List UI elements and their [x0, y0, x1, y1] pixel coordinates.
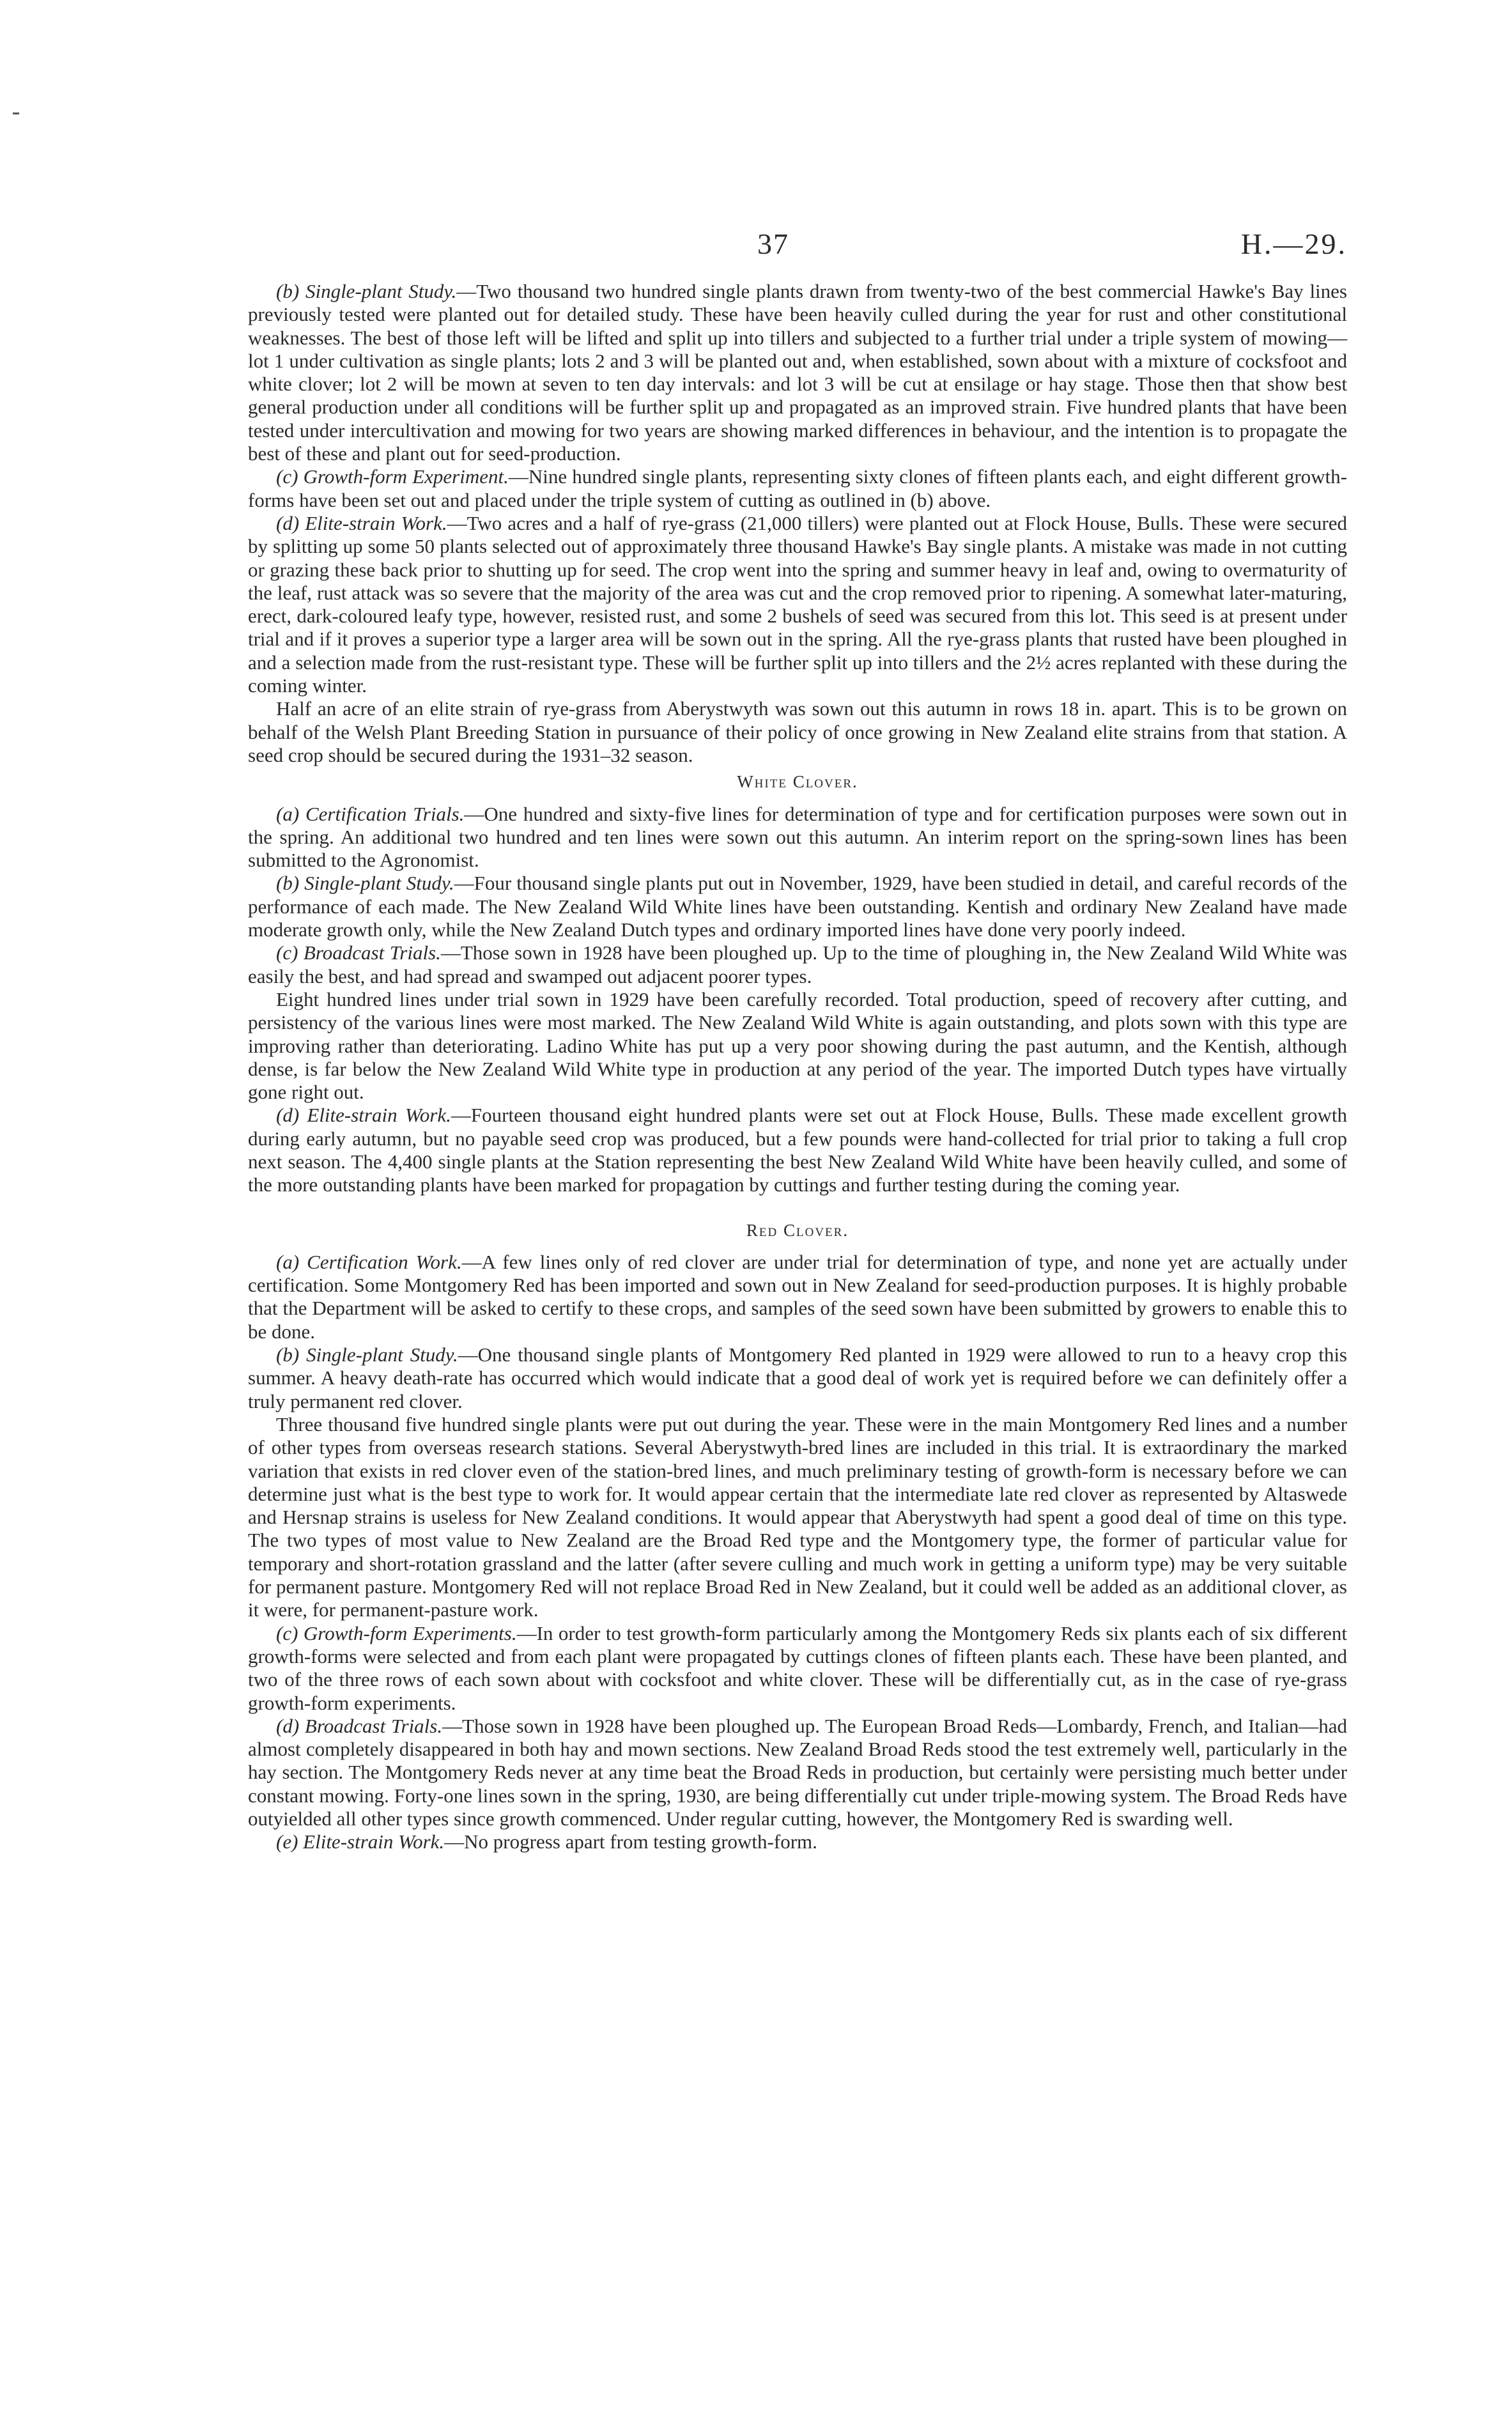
paragraph-growth-form-experiment: [248, 465, 1347, 512]
paragraph-lead: (d) Broadcast Trials.: [276, 1714, 443, 1737]
paragraph-text: —Those sown in 1928 have been ploughed up. Up to the time of ploughing in, the New Zealand Wild White was easily the best, and had spread and swamped out adjacent poorer types.: [248, 941, 1347, 987]
paragraph-lead: (b) Single-plant Study.: [276, 1343, 458, 1366]
paragraph-text: —Two acres and a half of rye-grass (21,000 tillers) were planted out at Flock House, Bulls. These were secured by splitting up some 50 plants selected out of approximately three thousand Hawke's Bay single plants. A mistake was made in not cutting or grazing these back prior to shutting up for seed. The crop went into the spring and summer heavy in leaf and, owing to overmaturity of the leaf, rust attack was so severe that the majority of the area was cut and the crop removed prior to ripening. A somewhat later-maturing, erect, dark-coloured leafy type, however, resisted rust, and some 2 bushels of seed was secured from this lot. This seed is at present under trial and if it proves a superior type a larger area will be sown out in the spring. All the rye-grass plants that rusted have been ploughed in and a selection made from the rust-resistant type. These will be further split up into tillers and the 2½ acres replanted with these during the coming winter.: [248, 511, 1347, 697]
document-code: H.—29.: [1240, 228, 1347, 260]
paragraph-red-broadcast-trials: [248, 1715, 1347, 1830]
paragraph-lead: (a) Certification Work.: [276, 1250, 462, 1273]
paragraph-lead: (c) Broadcast Trials.: [276, 941, 441, 964]
section-heading-white-clover: White Clover.: [737, 772, 858, 792]
paragraph-certification-work: [248, 1251, 1347, 1343]
body-text: [248, 280, 1347, 1854]
paragraph-text: Half an acre of an elite strain of rye-grass from Aberystwyth was sown out this autumn in rows 18 in. apart. This is to be grown on behalf of the Welsh Plant Breeding Station in pursuance of their policy of once growing in New Zealand elite strains from that station. A seed crop should be secured during the 1931–32 season.: [248, 697, 1347, 766]
paragraph-text: —One hundred and sixty-five lines for determination of type and for certification purposes were sown out in the spring. An additional two hundred and ten lines were sown out this autumn. An interim report on the spring-sown lines has been submitted to the Agronomist.: [248, 802, 1347, 872]
paragraph-text: —A few lines only of red clover are under trial for determination of type, and none yet are actually under certification. Some Montgomery Red has been imported and sown out in New Zealand for seed-production purposes. It is highly probable that the Department will be asked to certify to these crops, and samples of the seed sown have been submitted by growers to enable this to be done.: [248, 1250, 1347, 1343]
paragraph-red-growth-form-experiments: [248, 1622, 1347, 1715]
paragraph-broadcast-trials: [248, 941, 1347, 988]
paragraph-lead: (c) Growth-form Experiments.: [276, 1621, 517, 1644]
paragraph-lead: (a) Certification Trials.: [276, 802, 465, 825]
page-number: 37: [757, 228, 789, 260]
paragraph-lead: (b) Single-plant Study.: [276, 872, 454, 895]
paragraph-lead: (d) Elite-strain Work.: [276, 511, 447, 534]
paragraph-text: —Fourteen thousand eight hundred plants were set out at Flock House, Bulls. These made excellent growth during early autumn, but no payable seed crop was produced, but a few pounds were hand-collected for trial prior to taking a full crop next season. The 4,400 single plants at the Station representing the best New Zealand Wild White have been heavily culled, and some of the more outstanding plants have been marked for propagation by cuttings and further testing during the coming year.: [248, 1104, 1347, 1196]
paragraph-red-elite-strain-work: [248, 1830, 1347, 1853]
paragraph-text: —No progress apart from testing growth-form.: [444, 1830, 817, 1853]
scan-mark: [13, 112, 19, 114]
paragraph-lead: (e) Elite-strain Work.: [276, 1830, 445, 1853]
paragraph-lead: (d) Elite-strain Work.: [276, 1104, 451, 1127]
paragraph-lead: (c) Growth-form Experiment.: [276, 465, 509, 488]
paragraph-text: —Nine hundred single plants, representing sixty clones of fifteen plants each, and eight different growth-forms have been set out and placed under the triple system of cutting as outlined in (b) above.: [248, 465, 1347, 511]
paragraph-aberystwyth-strain: [248, 697, 1347, 767]
paragraph-lead: (b) Single-plant Study.: [276, 280, 457, 302]
paragraph-text: —Those sown in 1928 have been ploughed up. The European Broad Reds—Lombardy, French, and Italian—had almost completely disappeared in both hay and mown sections. New Zealand Broad Reds stood the test extremely well, particularly in the hay section. The Montgomery Reds never at any time beat the Broad Reds in production, but certainly were persisting much better under constant mowing. Forty-one lines sown in the spring, 1930, are being differentially cut under triple-mowing system. The Broad Reds have outyielded all other types since growth commenced. Under regular cutting, however, the Montgomery Red is swarding well.: [248, 1714, 1347, 1830]
section-heading-red-clover: Red Clover.: [746, 1220, 849, 1240]
paragraph-text: —Four thousand single plants put out in November, 1929, have been studied in detail, and careful records of the performance of each made. The New Zealand Wild White lines have been outstanding. Kentish and ordinary New Zealand have made moderate growth only, while the New Zealand Dutch types and ordinary imported lines have done very poorly indeed.: [248, 872, 1347, 941]
paragraph-text: Eight hundred lines under trial sown in 1929 have been carefully recorded. Total production, speed of recovery after cutting, and persistency of the various lines were most marked. The New Zealand Wild White is again outstanding, and plots sown with this type are improving rather than deteriorating. Ladino White has put up a very poor showing during the past autumn, and the Kentish, although dense, is far below the New Zealand Wild White type in production at any period of the year. The imported Dutch types have virtually gone right out.: [248, 987, 1347, 1104]
paragraph-text: —In order to test growth-form particularly among the Montgomery Reds six plants each of six different growth-forms were selected and from each plant were propagated by cuttings clones of fifteen plants each. These have been planted, and two of the three rows of each sown about with cocksfoot and white clover. These will be differentially cut, as in the case of rye-grass growth-form experiments.: [248, 1621, 1347, 1714]
paragraph-text: —One thousand single plants of Montgomery Red planted in 1929 were allowed to run to a heavy crop this summer. A heavy death-rate has occurred which would indicate that a good deal of work yet is required before we can definitely offer a truly permanent red clover.: [248, 1343, 1347, 1412]
paragraph-text: Three thousand five hundred single plants were put out during the year. These were in the main Montgomery Red lines and a number of other types from overseas research stations. Several Aberystwyth-bred lines are included in this trial. It is extraordinary the marked variation that exists in red clover even of the station-bred lines, and much preliminary testing of growth-form is necessary before we can determine just what is the best type to work for. It would appear certain that the intermediate late red clover as represented by Altaswede and Hersnap strains is useless for New Zealand conditions. It would appear that Aberystwyth had spent a good deal of time on this type. The two types of most value to New Zealand are the Broad Red type and the Montgomery type, the former of particular value for temporary and short-rotation grassland and the latter (after severe culling and much work in getting a uniform type) may be very suitable for permanent pasture. Montgomery Red will not replace Broad Red in New Zealand, but it could well be added as an additional clover, as it were, for permanent-pasture work.: [248, 1412, 1347, 1621]
paragraph-red-single-plant-study: [248, 1343, 1347, 1413]
paragraph-eight-hundred-lines: [248, 988, 1347, 1104]
paragraph-single-plant-study: [248, 280, 1347, 465]
paragraph-certification-trials: [248, 803, 1347, 872]
paragraph-elite-strain-work: [248, 512, 1347, 697]
paragraph-three-thousand-plants: [248, 1413, 1347, 1622]
paragraph-text: —Two thousand two hundred single plants drawn from twenty-two of the best commercial Hawke's Bay lines previously tested were planted out for detailed study. These have been heavily culled during the year for rust and other constitutional weaknesses. The best of those left will be lifted and split up into tillers and subjected to a further trial under a triple system of mowing—lot 1 under cultivation as single plants; lots 2 and 3 will be planted out and, when established, sown about with a mixture of cocksfoot and white clover; lot 2 will be mown at seven to ten day intervals: and lot 3 will be cut at ensilage or hay stage. Those then that show best general production under all conditions will be further split up and propagated as an improved strain. Five hundred plants that have been tested under intercultivation and mowing for two years are showing marked differences in behaviour, and the intention is to propagate the best of these and plant out for seed-production.: [248, 280, 1347, 465]
paragraph-white-single-plant-study: [248, 872, 1347, 941]
paragraph-white-elite-strain-work: [248, 1104, 1347, 1196]
